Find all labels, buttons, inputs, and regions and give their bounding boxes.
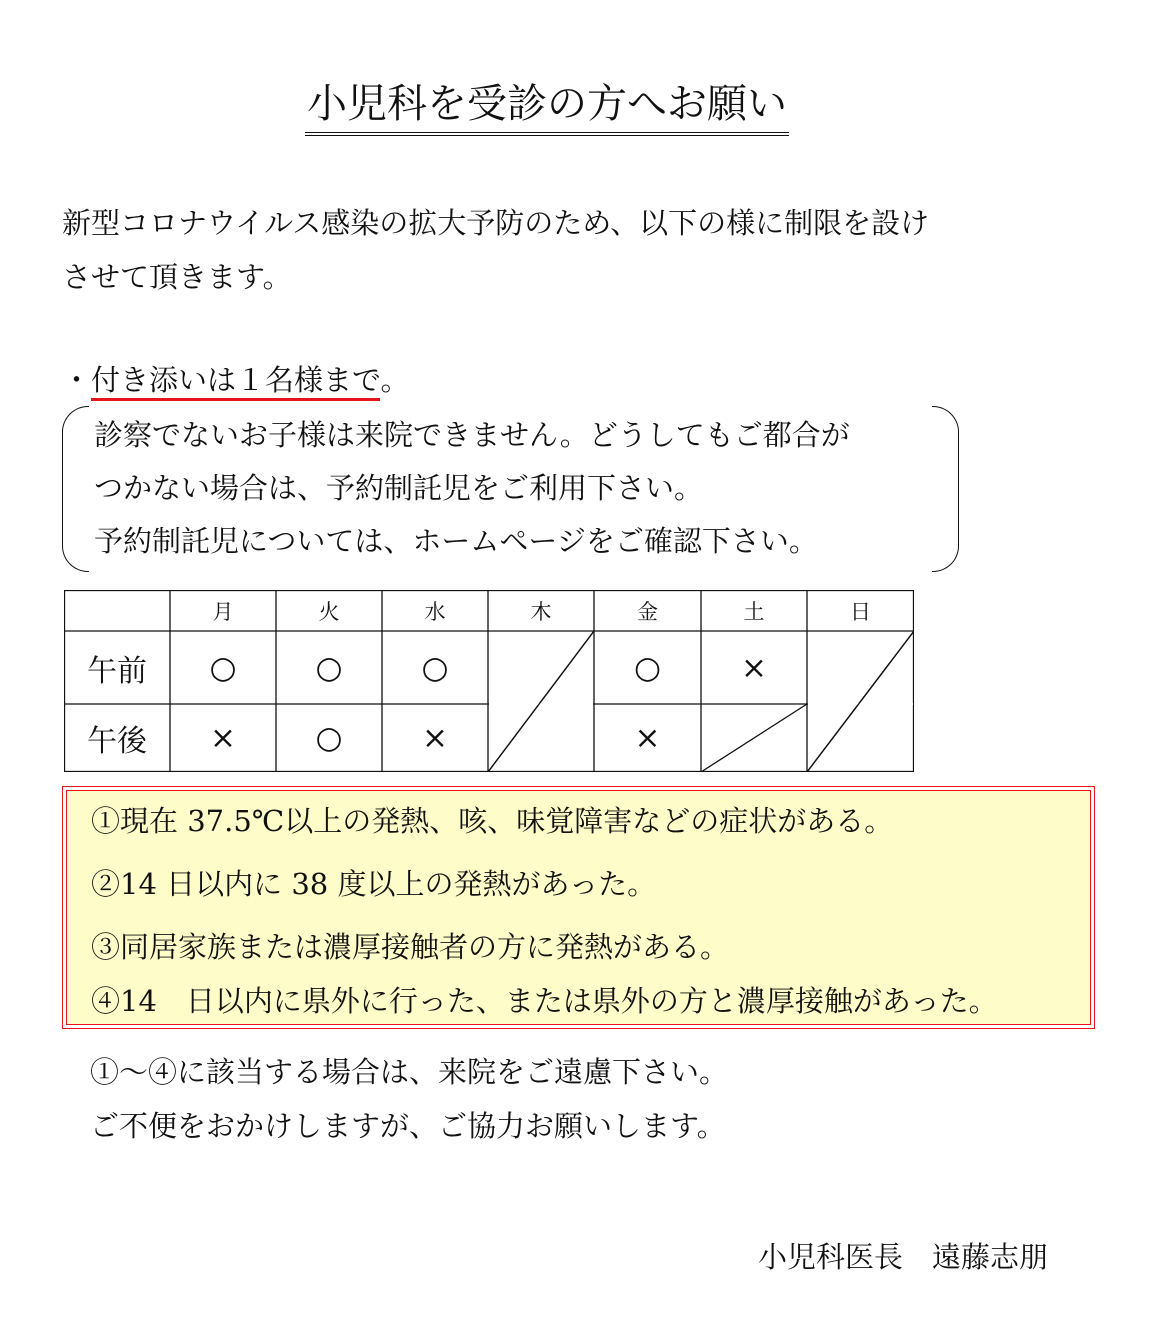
right-bracket <box>932 406 959 572</box>
schedule-cell: ○ <box>315 720 343 756</box>
condition-item: ②14 日以内に 38 度以上の発熱があった。 <box>91 867 657 901</box>
childcare-note-line: 予約制託児については、ホームページをご確認下さい。 <box>94 524 818 558</box>
day-header-tue: 火 <box>318 599 340 624</box>
escort-rule-text: 付き添いは１名様まで <box>91 363 380 401</box>
childcare-note <box>62 406 959 572</box>
conditions-box <box>62 786 1095 1029</box>
page-title-text: 小児科を受診の方へお願い <box>305 78 789 136</box>
schedule-cell: ○ <box>315 649 343 686</box>
day-header-thu: 木 <box>530 599 552 624</box>
condition-item: ①現在 37.5℃以上の発熱、咳、味覚障害などの症状がある。 <box>91 804 894 838</box>
intro-paragraph <box>62 196 1102 304</box>
schedule-table <box>64 590 914 772</box>
schedule-cell: ○ <box>421 649 449 686</box>
signature: 小児科医長 遠藤志朋 <box>758 1240 1049 1274</box>
escort-rule-end: 。 <box>380 363 410 397</box>
bullet-mark: ・ <box>62 363 92 397</box>
day-header-fri: 金 <box>637 599 658 624</box>
day-header-wed: 水 <box>424 599 446 624</box>
schedule-cell: ○ <box>209 649 237 686</box>
row-label-afternoon: 午後 <box>87 724 147 759</box>
closing-line: ご不便をおかけしますが、ご協力お願いします。 <box>90 1109 726 1143</box>
day-header-mon: 月 <box>212 599 234 624</box>
condition-item: ③同居家族または濃厚接触者の方に発熱がある。 <box>91 930 730 964</box>
day-header-sun: 日 <box>850 599 871 624</box>
day-header-sat: 土 <box>743 599 765 624</box>
page-title <box>0 78 1094 136</box>
escort-rule <box>62 356 409 404</box>
intro-line: させて頂きます。 <box>62 260 292 294</box>
schedule-cell: × <box>634 720 661 756</box>
closing-line: ①～④に該当する場合は、来院をご遠慮下さい。 <box>90 1055 729 1089</box>
closing-paragraph <box>90 1045 728 1153</box>
schedule-cell: × <box>741 649 767 686</box>
schedule-cell: ○ <box>633 649 662 686</box>
intro-line: 新型コロナウイルス感染の拡大予防のため、以下の様に制限を設け <box>62 206 930 240</box>
childcare-note-line: つかない場合は、予約制託児をご利用下さい。 <box>94 471 704 505</box>
row-label-morning: 午前 <box>87 653 147 689</box>
schedule-cell: × <box>210 720 236 756</box>
schedule-cell: × <box>422 720 448 756</box>
condition-item: ④14 日以内に県外に行った、または県外の方と濃厚接触があった。 <box>91 984 998 1018</box>
childcare-note-line: 診察でないお子様は来院できません。どうしてもご都合が <box>94 418 850 452</box>
left-bracket <box>62 406 89 572</box>
